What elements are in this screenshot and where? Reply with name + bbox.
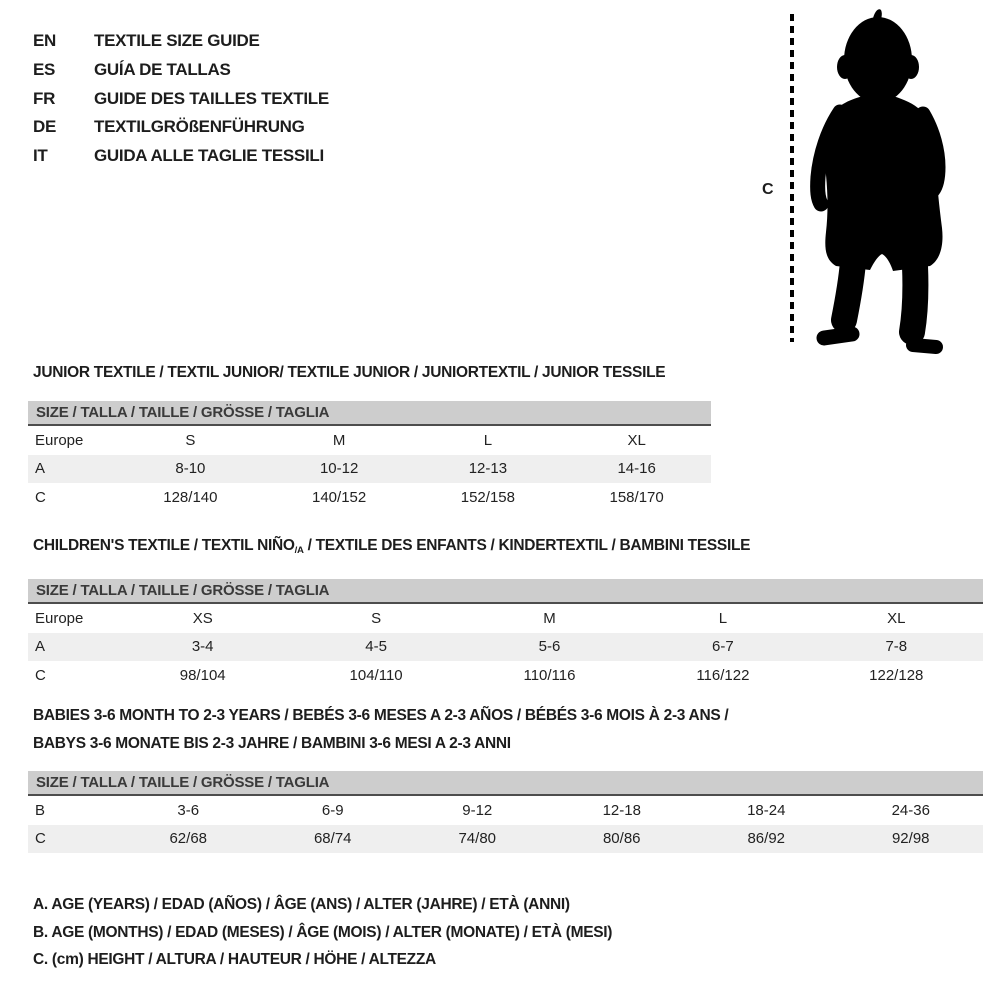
size-value: 10-12	[319, 460, 359, 478]
section-title	[33, 702, 983, 758]
row-label: A	[35, 638, 46, 656]
size-value: 116/122	[696, 666, 750, 684]
language-code: DE	[33, 117, 57, 137]
size-value: L	[718, 609, 728, 627]
row-label: C	[35, 830, 46, 848]
language-row	[33, 113, 329, 142]
size-value: S	[185, 431, 196, 449]
title-text: JUNIOR TEXTILE / TEXTIL JUNIOR/ TEXTILE JUNIOR / JUNIORTEXTIL / JUNIOR TESSILE	[33, 364, 666, 381]
language-code: EN	[33, 31, 57, 51]
row-label: Europe	[35, 431, 84, 449]
size-value: M	[332, 431, 346, 449]
size-value: 24-36	[891, 801, 930, 819]
size-value: XL	[627, 431, 646, 449]
row-label: A	[35, 460, 46, 478]
title-text: BABIES 3-6 MONTH TO 2-3 YEARS / BEBÉS 3-6 MESES A 2-3 AÑOS / BÉBÉS 3-6 MOIS À 2-3 ANS /	[33, 707, 729, 724]
size-header-bar: SIZE / TALLA / TAILLE / GRÖSSE / TAGLIA	[28, 579, 983, 604]
size-value: M	[543, 609, 556, 627]
section-title-line	[33, 730, 983, 758]
size-section	[28, 537, 983, 690]
size-value: 18-24	[747, 801, 786, 819]
size-value: 86/92	[747, 830, 786, 848]
height-measure-label: C	[762, 181, 774, 198]
size-value: 7-8	[885, 638, 908, 656]
section-title-line	[33, 364, 711, 382]
section-title	[33, 537, 983, 557]
title-text: /A	[294, 545, 304, 556]
legend-line: A. AGE (YEARS) / EDAD (AÑOS) / ÂGE (ANS) / ALTER (JAHRE) / ETÀ (ANNI)	[33, 896, 570, 913]
row-label: C	[35, 666, 46, 684]
section-title-line	[33, 537, 983, 557]
size-section	[28, 702, 983, 853]
language-code: IT	[33, 146, 48, 166]
size-value: 104/110	[349, 666, 403, 684]
language-row	[33, 142, 329, 171]
language-title: TEXTILE SIZE GUIDE	[94, 31, 260, 51]
size-value: 14-16	[617, 460, 656, 478]
section-title-line	[33, 702, 983, 730]
size-value: 98/104	[179, 666, 226, 684]
table-row	[28, 825, 983, 854]
measurement-legend	[33, 891, 612, 974]
size-value: 6-7	[712, 638, 734, 656]
language-list	[33, 27, 329, 170]
size-value: 62/68	[169, 830, 208, 848]
row-label: C	[35, 488, 46, 506]
size-value: 140/152	[312, 488, 367, 506]
size-header-bar: SIZE / TALLA / TAILLE / GRÖSSE / TAGLIA	[28, 401, 711, 426]
row-label: B	[35, 801, 46, 819]
size-value: 3-4	[191, 638, 214, 656]
size-value: XS	[192, 609, 213, 627]
table-row	[28, 796, 983, 825]
language-title: TEXTILGRÖßENFÜHRUNG	[94, 117, 305, 137]
size-section	[28, 364, 711, 512]
size-table	[28, 796, 983, 853]
language-title: GUIDE DES TAILLES TEXTILE	[94, 88, 329, 108]
table-row	[28, 604, 983, 633]
baby-silhouette	[818, 9, 943, 347]
language-code: ES	[33, 60, 56, 80]
title-text: / TEXTILE DES ENFANTS / KINDERTEXTIL / BAMBINI TESSILE	[303, 537, 751, 554]
section-title	[33, 364, 711, 382]
size-value: 5-6	[538, 638, 561, 656]
legend-line: B. AGE (MONTHS) / EDAD (MESES) / ÂGE (MOIS) / ALTER (MONATE) / ETÀ (MESI)	[33, 923, 613, 941]
size-value: 110/116	[523, 666, 576, 684]
size-value: S	[371, 609, 382, 627]
size-value: 92/98	[891, 830, 930, 848]
table-row	[28, 633, 983, 662]
language-row	[33, 27, 329, 56]
size-value: 8-10	[175, 460, 206, 478]
size-value: 9-12	[462, 801, 493, 819]
size-value: L	[483, 431, 493, 449]
size-value: 3-6	[177, 801, 200, 819]
size-value: 12-13	[468, 460, 508, 478]
language-code: FR	[33, 88, 56, 108]
size-value: 4-5	[365, 638, 387, 656]
language-title: GUÍA DE TALLAS	[94, 60, 231, 80]
legend-line: C. (cm) HEIGHT / ALTURA / HAUTEUR / HÖHE / ALTEZZA	[33, 951, 436, 968]
baby-height-figure	[750, 0, 970, 360]
size-value: 122/128	[869, 666, 924, 684]
size-value: 128/140	[163, 488, 218, 506]
size-value: 158/170	[609, 488, 664, 506]
size-value: 68/74	[313, 830, 352, 848]
size-value: 6-9	[321, 801, 344, 819]
size-value: 74/80	[458, 830, 497, 848]
row-label: Europe	[35, 609, 84, 627]
table-row	[28, 661, 983, 690]
language-row	[33, 56, 329, 85]
title-text: BABYS 3-6 MONATE BIS 2-3 JAHRE / BAMBINI 3-6 MESI A 2-3 ANNI	[33, 735, 511, 752]
language-row	[33, 84, 329, 113]
size-value: 152/158	[460, 488, 515, 506]
table-row	[28, 483, 711, 512]
size-value: 12-18	[602, 801, 641, 819]
table-row	[28, 426, 711, 455]
size-table	[28, 426, 711, 512]
size-value: XL	[887, 609, 906, 627]
size-header-bar: SIZE / TALLA / TAILLE / GRÖSSE / TAGLIA	[28, 771, 983, 796]
language-title: GUIDA ALLE TAGLIE TESSILI	[94, 146, 324, 166]
table-row	[28, 455, 711, 484]
title-text: CHILDREN'S TEXTILE / TEXTIL NIÑO	[33, 537, 295, 554]
size-value: 80/86	[602, 830, 641, 848]
size-table	[28, 604, 983, 690]
